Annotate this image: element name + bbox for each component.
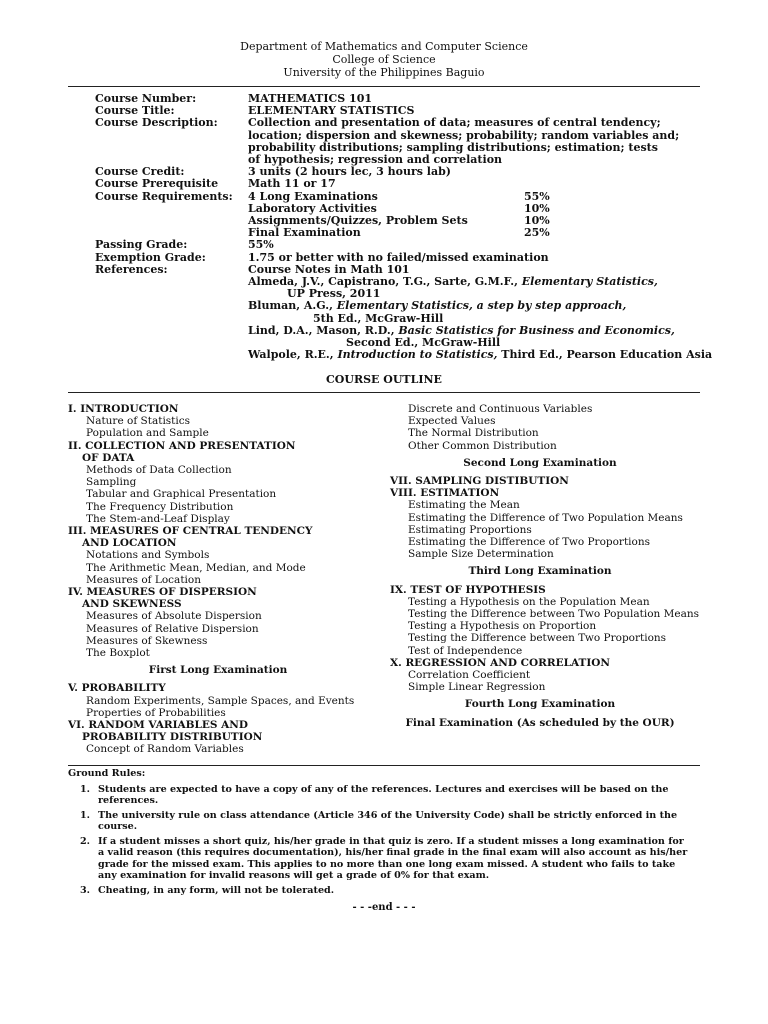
outline-section-heading: IX. TEST OF HYPOTHESIS xyxy=(390,583,546,596)
outline-topic: Other Common Distribution xyxy=(408,439,557,452)
ground-rules-title: Ground Rules: xyxy=(68,768,146,779)
department-name: Department of Mathematics and Computer Science xyxy=(240,40,528,53)
outline-divider xyxy=(68,392,700,393)
course-info xyxy=(0,93,768,361)
course-prereq: Math 11 or 17 xyxy=(248,177,336,191)
references-label: References: xyxy=(95,262,168,276)
ground-rule-item xyxy=(68,810,700,833)
ground-rules xyxy=(68,768,700,914)
outline-topic: Correlation Coefficient xyxy=(408,669,531,682)
ground-rule-number: 3. xyxy=(79,884,90,896)
outline-topic: Testing a Hypothesis on Proportion xyxy=(408,620,597,633)
reference-publisher: Second Ed., McGraw-Hill xyxy=(346,336,501,350)
outline-topic: Simple Linear Regression xyxy=(408,681,546,694)
outline-section-heading-cont: AND SKEWNESS xyxy=(82,598,182,611)
description-line: location; dispersion and skewness; probability; random variables and; xyxy=(248,128,680,142)
outline-section-heading-cont: AND LOCATION xyxy=(82,537,177,550)
outline-section-heading-cont: PROBABILITY DISTRIBUTION xyxy=(82,731,263,744)
requirement-name: Assignments/Quizzes, Problem Sets xyxy=(248,214,468,228)
ground-rule-number: 1. xyxy=(79,783,90,795)
outline-topic: The Normal Distribution xyxy=(408,427,539,440)
outline-section-heading: III. MEASURES OF CENTRAL TENDENCY xyxy=(68,525,313,538)
outline-topic: Nature of Statistics xyxy=(86,415,191,428)
outline-topic: The Stem-and-Leaf Display xyxy=(86,512,230,525)
ground-rule-text: Students are expected to have a copy of any of the references. Lectures and exercises will be based on the references. xyxy=(98,783,669,806)
outline-topic: Estimating the Mean xyxy=(408,499,520,512)
ground-rule-number: 1. xyxy=(79,809,90,821)
outline-topic: Sampling xyxy=(86,476,137,489)
passing-grade-row xyxy=(0,239,768,251)
exemption-grade: 1.75 or better with no failed/missed examination xyxy=(248,250,549,264)
ground-rules-divider xyxy=(68,765,700,766)
ground-rule-text: Cheating, in any form, will not be tolerated. xyxy=(98,884,335,896)
reference-title: Basic Statistics for Business and Economics, xyxy=(398,323,675,337)
course-credit-label: Course Credit: xyxy=(95,165,185,179)
outline-topic: Testing a Hypothesis on the Population Mean xyxy=(408,595,650,608)
document-header xyxy=(0,40,768,79)
outline-topic: Estimating the Difference of Two Proportions xyxy=(408,536,650,549)
outline-topic: Concept of Random Variables xyxy=(86,743,244,756)
course-title: ELEMENTARY STATISTICS xyxy=(248,104,415,118)
passing-grade: 55% xyxy=(248,238,274,252)
ground-rule-text: The university rule on class attendance (Article 346 of the University Code) shall be strictly enforced in the course. xyxy=(98,809,678,832)
course-outline-title: COURSE OUTLINE xyxy=(326,373,442,386)
outline-section-heading: IV. MEASURES OF DISPERSION xyxy=(68,586,257,599)
requirement-weight: 10% xyxy=(524,214,550,228)
reference-item xyxy=(248,349,748,361)
outline-topic: Population and Sample xyxy=(86,427,209,440)
outline-section-heading: VIII. ESTIMATION xyxy=(390,487,500,500)
outline-exam-label: Fourth Long Examination xyxy=(464,698,616,711)
requirement-name: Laboratory Activities xyxy=(248,201,377,215)
outline-exam-label: First Long Examination xyxy=(148,664,288,677)
outline-topic: Discrete and Continuous Variables xyxy=(408,403,593,415)
requirement-weight: 25% xyxy=(524,226,550,240)
university-name: University of the Philippines Baguio xyxy=(283,66,485,79)
reference-authors: Almeda, J.V., Capistrano, T.G., Sarte, G.M.F., xyxy=(248,275,518,289)
outline-topic: Methods of Data Collection xyxy=(86,464,232,477)
course-requirements-row xyxy=(0,191,768,240)
outline-section-heading: I. INTRODUCTION xyxy=(68,403,179,415)
top-divider xyxy=(68,86,700,87)
requirement-item xyxy=(248,191,748,203)
description-line: Collection and presentation of data; measures of central tendency; xyxy=(248,116,661,130)
reference-title: Elementary Statistics, a step by step approach, xyxy=(336,299,627,313)
outline-topic: The Arithmetic Mean, Median, and Mode xyxy=(86,561,306,574)
reference-publisher: UP Press, 2011 xyxy=(287,287,381,301)
references-row xyxy=(0,264,768,362)
outline-topic: Measures of Relative Dispersion xyxy=(86,622,259,635)
requirement-weight: 10% xyxy=(524,201,550,215)
outline-section-heading: II. COLLECTION AND PRESENTATION xyxy=(68,439,296,452)
outline-topic: The Boxplot xyxy=(86,647,150,660)
ground-rule-number: 2. xyxy=(79,835,90,847)
outline-section-heading: VII. SAMPLING DISTIBUTION xyxy=(390,475,569,488)
requirement-name: Final Examination xyxy=(248,226,361,240)
outline-topic: Expected Values xyxy=(408,415,496,428)
course-description-label: Course Description: xyxy=(95,116,218,130)
outline-topic: Testing the Difference between Two Population Means xyxy=(408,608,699,621)
course-title-label: Course Title: xyxy=(95,104,175,118)
outline-topic: Measures of Skewness xyxy=(86,634,208,647)
course-prereq-row xyxy=(0,178,768,190)
course-number: MATHEMATICS 101 xyxy=(248,92,373,105)
course-prereq-label: Course Prerequisite xyxy=(95,177,219,191)
description-line: probability distributions; sampling distributions; estimation; tests xyxy=(248,140,658,154)
outline-topic: Estimating Proportions xyxy=(408,523,532,536)
outline-section-heading: V. PROBABILITY xyxy=(68,682,166,695)
outline-exam-label: Final Examination (As scheduled by the OUR) xyxy=(405,716,675,729)
exemption-grade-label: Exemption Grade: xyxy=(95,250,206,264)
ground-rule-text: If a student misses a short quiz, his/her grade in that quiz is zero. If a student misses a long examination for a valid reason (this requires documentation), his/her final grade in the final exam will also account as his/her grade for the missed exam. This applies to no more than one long exam missed. A student who fails to take any examination for invalid reasons will get a grade of 0% for that exam. xyxy=(98,835,688,881)
reference-title: Elementary Statistics, xyxy=(521,275,658,289)
reference-item xyxy=(248,300,748,312)
course-credit: 3 units (2 hours lec, 3 hours lab) xyxy=(248,165,451,179)
outline-right-column xyxy=(390,403,710,735)
reference-publisher: Third Ed., Pearson Education Asia xyxy=(501,348,713,362)
outline-exam-label: Second Long Examination xyxy=(463,456,617,469)
reference-publisher: 5th Ed., McGraw-Hill xyxy=(313,311,444,325)
reference-authors: Walpole, R.E., xyxy=(248,348,334,362)
reference-authors: Bluman, A.G., xyxy=(248,299,333,313)
requirement-weight: 55% xyxy=(524,189,550,203)
ground-rule-item xyxy=(68,885,700,897)
outline-topic: Notations and Symbols xyxy=(86,549,210,562)
course-requirements-label: Course Requirements: xyxy=(95,189,233,203)
ground-rule-item xyxy=(68,836,700,882)
course-number-label: Course Number: xyxy=(95,92,197,105)
description-line: of hypothesis; regression and correlation xyxy=(248,153,503,167)
outline-topic: Measures of Location xyxy=(86,573,201,586)
end-marker: - - -end - - - xyxy=(352,902,416,913)
outline-section-heading: X. REGRESSION AND CORRELATION xyxy=(390,656,611,669)
reference-item: Course Notes in Math 101 xyxy=(248,262,410,276)
outline-topic: Properties of Probabilities xyxy=(86,706,226,719)
reference-title: Introduction to Statistics, xyxy=(337,348,498,362)
passing-grade-label: Passing Grade: xyxy=(95,238,188,252)
outline-topic: Test of Independence xyxy=(408,644,523,657)
outline-topic: Measures of Absolute Dispersion xyxy=(86,610,262,623)
requirement-name: 4 Long Examinations xyxy=(248,189,378,203)
course-description-row xyxy=(0,117,768,166)
course-requirements xyxy=(248,191,748,240)
outline-exam-label: Third Long Examination xyxy=(468,565,612,578)
outline-topic: Sample Size Determination xyxy=(408,548,554,561)
outline-topic: Random Experiments, Sample Spaces, and Events xyxy=(86,694,355,707)
outline-topic: The Frequency Distribution xyxy=(86,500,234,513)
outline-topic: Estimating the Difference of Two Population Means xyxy=(408,511,683,524)
college-name: College of Science xyxy=(332,53,436,66)
exemption-grade-row xyxy=(0,252,768,264)
outline-topic: Testing the Difference between Two Proportions xyxy=(408,632,667,645)
outline-topic: Tabular and Graphical Presentation xyxy=(86,488,277,501)
reference-authors: Lind, D.A., Mason, R.D., xyxy=(248,323,395,337)
outline-section-heading-cont: OF DATA xyxy=(82,451,135,464)
requirement-item xyxy=(248,227,748,239)
outline-section-heading: VI. RANDOM VARIABLES AND xyxy=(68,719,248,732)
course-description xyxy=(248,117,748,166)
ground-rule-item xyxy=(68,784,700,807)
references-list xyxy=(248,264,748,362)
outline-left-column xyxy=(68,403,368,756)
